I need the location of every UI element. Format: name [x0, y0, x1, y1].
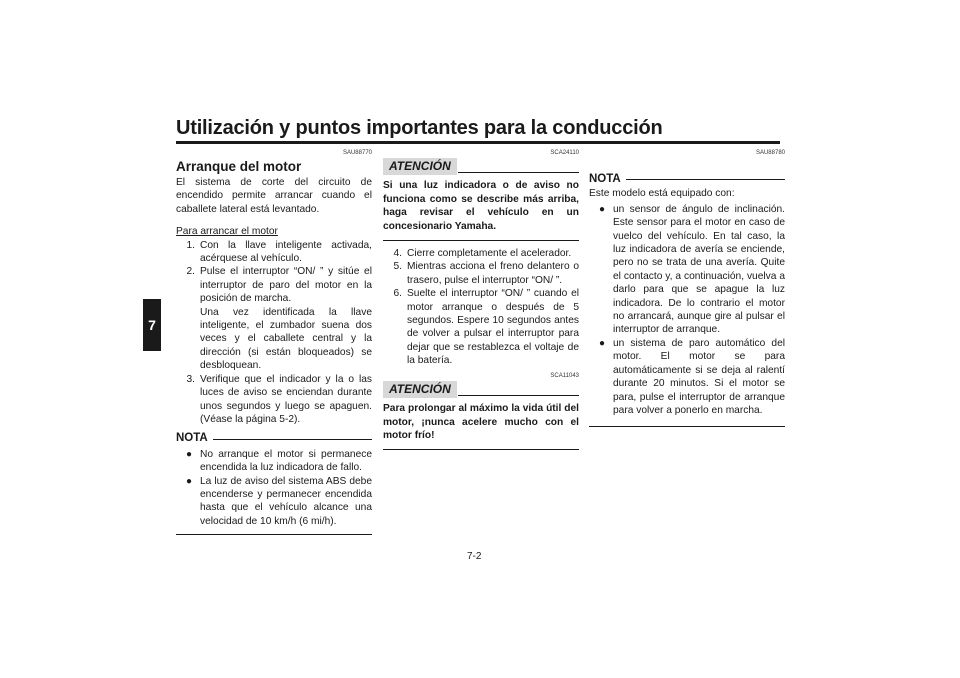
caution-header: [383, 158, 579, 175]
list-item: 6. Suelte el interruptor “ON/ ” cuando el motor arranque o después de 5 segundos. Espere 10 segundos antes de volver a pulsar el interruptor para dejar que se restablezca el voltaje de la batería.: [393, 288, 579, 367]
nota-label: NOTA: [176, 432, 208, 445]
steps-list: [176, 239, 372, 306]
section-code: SAU88770: [342, 150, 372, 156]
divider: [457, 395, 579, 396]
nota-header: [589, 173, 785, 186]
page-number: 7-2: [467, 551, 482, 562]
section-code: SAU88780: [755, 150, 785, 156]
list-item: 1. Con la llave inteligente activada, acérquese al vehículo.: [186, 239, 372, 265]
caution-text: Si una luz indicadora o de aviso no funciona como se describe más arriba, haga revisar el vehículo en un concesionario Yamaha.: [383, 180, 579, 232]
column-1: [176, 150, 372, 535]
list-item: 2. Pulse el interruptor “ON/ ” y sitúe el interruptor de paro del motor en la posición de marcha.: [186, 266, 372, 305]
intro-paragraph: El sistema de corte del circuito de encendido permite arrancar cuando el caballete lateral está levantado.: [176, 177, 372, 215]
divider: [176, 534, 372, 535]
nota-list: [176, 448, 372, 528]
list-item: ● un sistema de paro automático del motor. El motor se para automáticamente si se deja al ralentí durante 20 minutos. Si el motor se para, pulse el interruptor de arranque para volver a ponerlo en marcha.: [589, 337, 785, 417]
section-heading: Arranque del motor: [176, 159, 302, 174]
caution-label: ATENCIÓN: [383, 158, 457, 175]
list-item: ● No arranque el motor si permanece encendida la luz indicadora de fallo.: [176, 448, 372, 475]
caution-code: SCA11043: [550, 372, 579, 379]
column-3: [589, 150, 785, 427]
divider: [383, 449, 579, 450]
steps-list-2: [176, 373, 372, 427]
nota-header: [176, 432, 372, 445]
nota-label: NOTA: [589, 173, 621, 185]
steps-list: [383, 247, 579, 368]
subheading: Para arrancar el motor: [176, 226, 278, 238]
divider: [626, 179, 785, 180]
caution-text: Para prolongar al máximo la vida útil del motor, ¡nunca acelere mucho con el motor frío!: [383, 403, 579, 441]
bullet-icon: ●: [598, 203, 606, 215]
bullet-icon: ●: [185, 475, 193, 487]
column-2: [383, 150, 579, 450]
list-item: 5. Mientras acciona el freno delantero o trasero, pulse el interruptor “ON/ ”.: [393, 261, 579, 286]
divider: [589, 426, 785, 427]
bullet-icon: ●: [598, 337, 606, 349]
list-item: 3. Verifique que el indicador y la o las luces de aviso se enciendan durante unos segundos y luego se apaguen. (Véase la página 5-2).: [186, 373, 372, 425]
caution-header: [383, 381, 579, 398]
caution-label: ATENCIÓN: [383, 381, 457, 398]
header-rule: [176, 141, 780, 144]
divider: [213, 439, 372, 440]
caution-code: SCA24110: [550, 150, 579, 156]
step-continuation: Una vez identificada la llave inteligente, el zumbador suena dos veces y el caballete central y la dirección (si están bloqueados) se desbloquean.: [200, 306, 372, 372]
nota-intro: Este modelo está equipado con:: [589, 188, 735, 200]
list-item: ● La luz de aviso del sistema ABS debe encenderse y permanecer encendida hasta que el vehículo alcance una velocidad de 10 km/h (6 mi/h).: [176, 475, 372, 529]
divider: [457, 172, 579, 173]
list-item: ● un sensor de ángulo de inclinación. Este sensor para el motor en caso de vuelco del vehículo. En tal caso, la luz indicadora de avería se enciende, pero no se trata de una avería. Quite el contacto y, a continuación, vuelva a darlo para que se apague la luz indicadora. De lo contrario el motor no arrancará, aunque gire al pulsar el interruptor de arranque.: [589, 203, 785, 337]
nota-list: [589, 203, 785, 418]
list-item: 4. Cierre completamente el acelerador.: [393, 248, 572, 260]
divider: [383, 240, 579, 241]
page-title: Utilización y puntos importantes para la conducción: [176, 117, 663, 139]
chapter-tab: 7: [143, 299, 161, 351]
bullet-icon: ●: [185, 448, 193, 460]
